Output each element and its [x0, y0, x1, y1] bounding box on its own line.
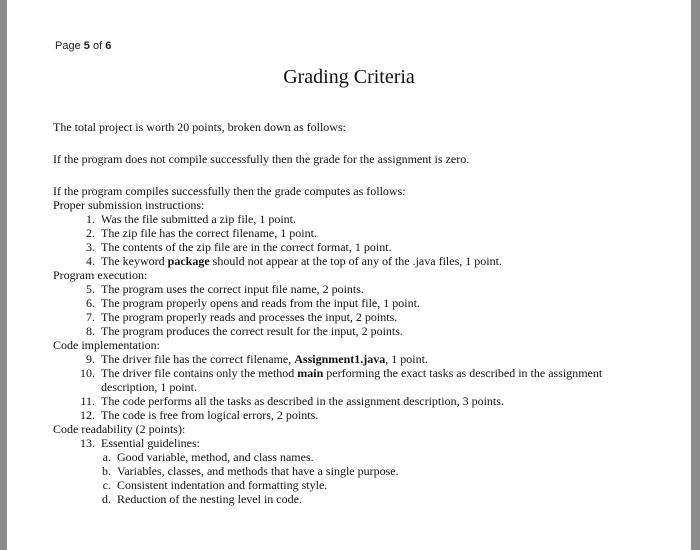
item-number: 2. [86, 226, 95, 240]
item-number: 4. [86, 254, 95, 268]
item-text: Was the file submitted a zip file, 1 point. [101, 212, 296, 226]
list-item [53, 282, 673, 296]
item-number: 9. [86, 352, 95, 366]
item-text-post: , 1 point. [385, 352, 428, 366]
item-text [101, 366, 673, 394]
item-text: Essential guidelines: [101, 436, 200, 450]
sub-item-letter: b. [102, 464, 111, 478]
item-number: 10. [80, 366, 95, 380]
method-main: main [297, 366, 324, 380]
list-item [53, 240, 673, 254]
item-text: The zip file has the correct filename, 1 point. [101, 226, 317, 240]
item-text-pre: The driver file has the correct filename, [101, 352, 295, 366]
list-item [53, 436, 673, 450]
page-total: 6 [105, 40, 112, 52]
item-number: 12. [80, 408, 95, 422]
item-number: 7. [86, 310, 95, 324]
intro-text: The total project is worth 20 points, broken down as follows: [53, 120, 346, 134]
list-item [53, 408, 673, 422]
sub-list-item [53, 492, 673, 506]
item-text [101, 254, 673, 268]
item-number: 13. [80, 436, 95, 450]
page-word: Page [55, 40, 81, 52]
compile-ok-text: If the program compiles successfully then the grade computes as follows: [53, 184, 406, 198]
sub-item-text: Variables, classes, and methods that have a single purpose. [117, 464, 399, 478]
item-text [101, 352, 673, 366]
item-text: The contents of the zip file are in the correct format, 1 point. [101, 240, 392, 254]
filename-assignment1: Assignment1.java [294, 352, 386, 366]
list-item [53, 212, 673, 226]
list-item [53, 296, 673, 310]
item-number: 8. [86, 324, 95, 338]
page-title: Grading Criteria [283, 66, 415, 88]
sub-item-text: Consistent indentation and formatting style. [117, 478, 328, 492]
page-number: 5 [83, 40, 90, 52]
sub-item-text: Reduction of the nesting level in code. [117, 492, 302, 506]
sub-list-item [53, 478, 673, 492]
item-number: 6. [86, 296, 95, 310]
list-item [53, 226, 673, 240]
list-item [53, 254, 673, 268]
document-body [53, 120, 673, 506]
keyword-package: package [167, 254, 210, 268]
item-text: The code performs all the tasks as described in the assignment description, 3 points. [101, 394, 504, 408]
section-execution-label: Program execution: [53, 268, 148, 282]
item-number: 3. [86, 240, 95, 254]
section-readability-label: Code readability (2 points): [53, 422, 186, 436]
item-text-pre: The keyword [101, 254, 168, 268]
item-number: 5. [86, 282, 95, 296]
item-text-post: performing the exact tasks as described in the assignment [323, 366, 603, 380]
sub-item-letter: d. [102, 492, 111, 506]
list-item [53, 310, 673, 324]
of-word: of [92, 40, 103, 52]
section-submission-label: Proper submission instructions: [53, 198, 205, 212]
compile-fail-text: If the program does not compile successfully then the grade for the assignment is zero. [53, 152, 470, 166]
item-text: The code is free from logical errors, 2 points. [101, 408, 319, 422]
sub-item-letter: c. [102, 478, 111, 492]
item-text: The program uses the correct input file name, 2 points. [101, 282, 364, 296]
sub-item-text: Good variable, method, and class names. [117, 450, 314, 464]
list-item [53, 394, 673, 408]
sub-item-letter: a. [102, 450, 111, 464]
list-item [53, 366, 673, 394]
item-text-continuation: description, 1 point. [101, 380, 197, 394]
document-page [7, 0, 691, 550]
sub-list-item [53, 464, 673, 478]
item-text-post: should not appear at the top of any of the .java files, 1 point. [209, 254, 502, 268]
item-number: 1. [86, 212, 95, 226]
sub-list-item [53, 450, 673, 464]
item-text-pre: The driver file contains only the method [101, 366, 298, 380]
item-number: 11. [80, 394, 95, 408]
item-text: The program produces the correct result for the input, 2 points. [101, 324, 403, 338]
page-indicator [55, 40, 111, 52]
item-text: The program properly reads and processes the input, 2 points. [101, 310, 398, 324]
section-implementation-label: Code implementation: [53, 338, 160, 352]
list-item [53, 324, 673, 338]
item-text: The program properly opens and reads from the input file, 1 point. [101, 296, 420, 310]
list-item [53, 352, 673, 366]
